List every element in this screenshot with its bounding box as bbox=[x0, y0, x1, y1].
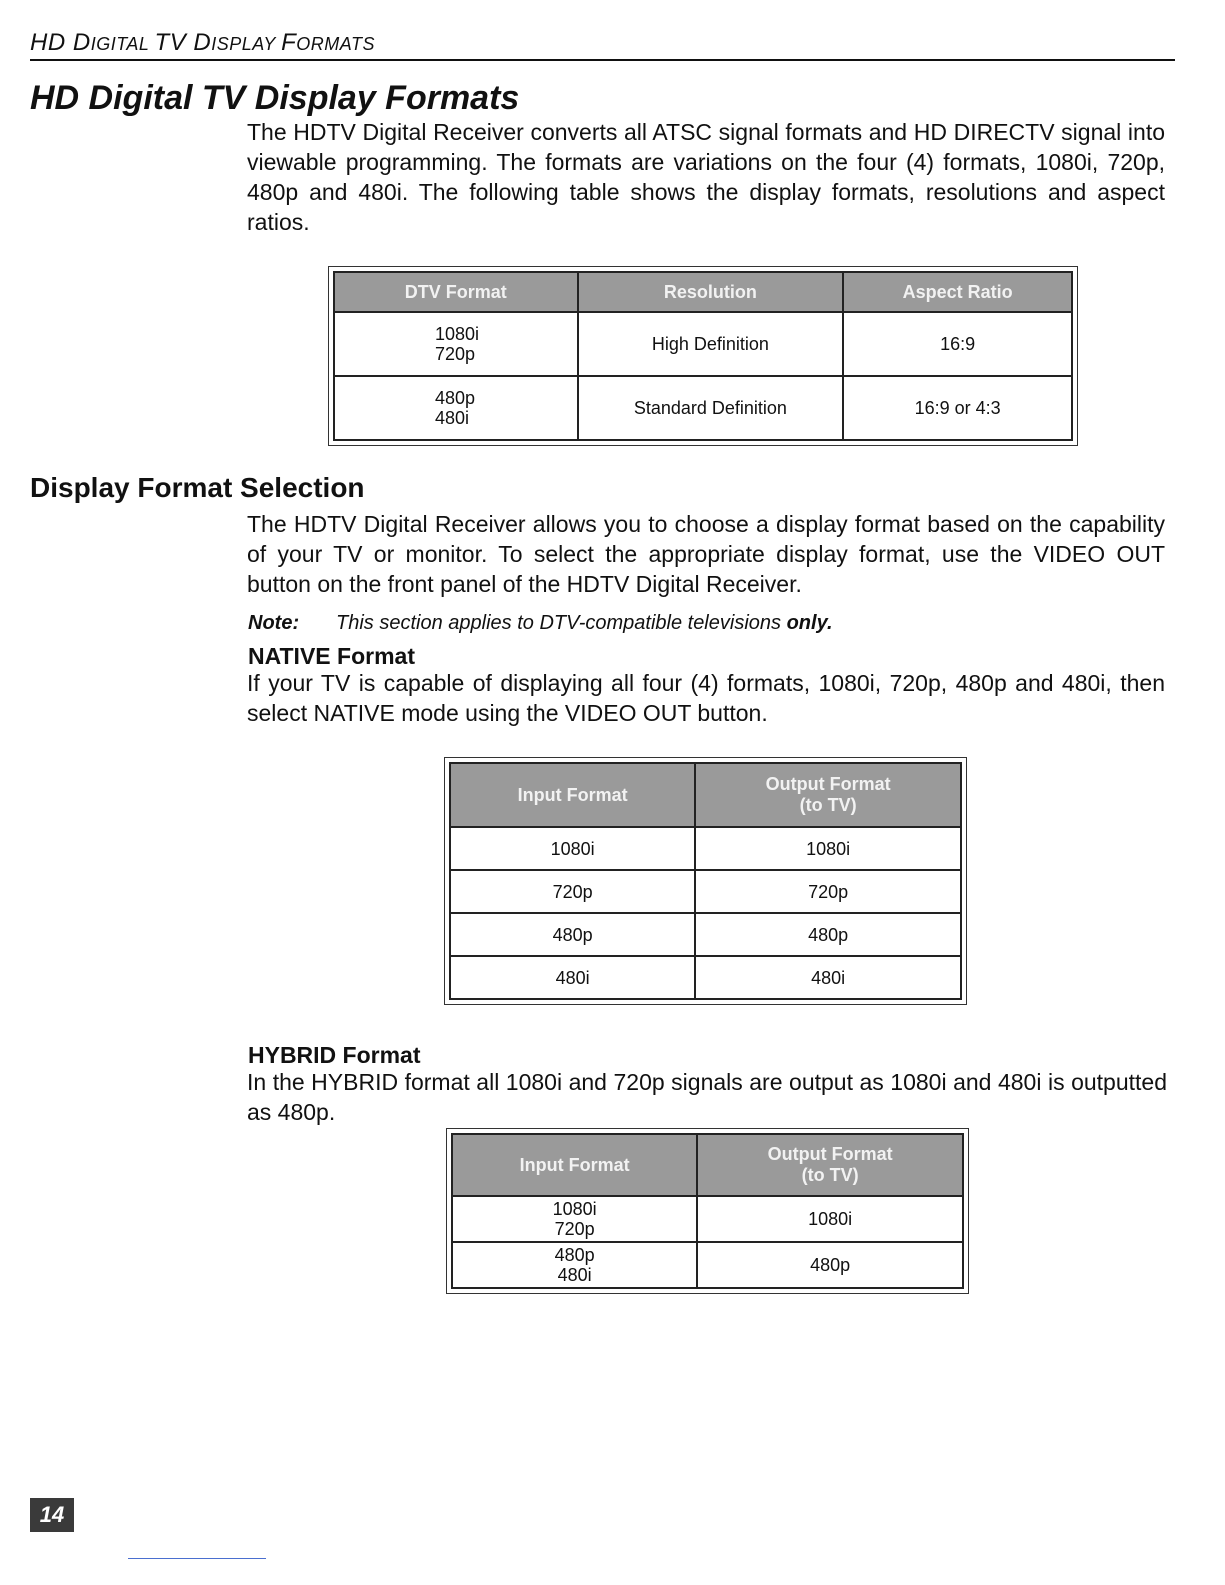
subheading-hybrid-format: HYBRID Format bbox=[248, 1042, 421, 1068]
output-format-cell: 480p bbox=[697, 1242, 963, 1288]
running-header-part: D bbox=[72, 29, 91, 56]
column-header-input-format: Input Format bbox=[450, 763, 695, 827]
to-tv-label: (to TV) bbox=[801, 1165, 859, 1185]
input-format-cell: 1080i bbox=[450, 827, 695, 870]
table-row bbox=[452, 1196, 963, 1242]
table-row bbox=[334, 376, 1072, 440]
output-format-cell: 480p bbox=[695, 913, 961, 956]
running-header-part: ORMATS bbox=[296, 34, 375, 54]
table-row bbox=[450, 870, 961, 913]
intro-paragraph: The HDTV Digital Receiver converts all ATSC signal formats and HD DIRECTV signal into viewable programming. The formats are variations on the four (4) formats, 1080i, 720p, 480p and 480i. The following table shows the display formats, resolutions and aspect ratios. bbox=[247, 119, 1165, 235]
format-value: 1080i bbox=[552, 1199, 597, 1219]
footer-rule bbox=[128, 1558, 266, 1559]
section-heading-display-format-selection: Display Format Selection bbox=[30, 472, 365, 503]
output-format-cell: 1080i bbox=[697, 1196, 963, 1242]
format-value: 480p bbox=[554, 1245, 595, 1265]
selection-paragraph: The HDTV Digital Receiver allows you to choose a display format based on the capability of your TV or monitor. To select the appropriate display format, use the VIDEO OUT button on the front panel of the HDTV Digital Receiver. bbox=[247, 511, 1165, 597]
running-header-part: TV bbox=[154, 29, 194, 56]
display-formats-table bbox=[333, 271, 1073, 441]
native-format-table bbox=[449, 762, 962, 1000]
running-header-part: HD bbox=[30, 29, 73, 56]
note-text: This section applies to DTV-compatible televisions bbox=[336, 612, 787, 634]
column-header-dtv-format: DTV Format bbox=[334, 272, 578, 312]
subheading-native-format: NATIVE Format bbox=[248, 643, 415, 669]
table-row bbox=[450, 913, 961, 956]
note-label: Note: bbox=[248, 612, 300, 634]
format-value: 480i bbox=[557, 1265, 592, 1285]
input-format-cell: 480i bbox=[450, 956, 695, 999]
running-header-part: IGITAL bbox=[90, 34, 155, 54]
hybrid-format-table bbox=[451, 1133, 964, 1289]
format-value: 720p bbox=[435, 344, 476, 364]
page-title: HD Digital TV Display Formats bbox=[30, 79, 520, 117]
input-format-cell bbox=[452, 1242, 697, 1288]
output-format-cell: 720p bbox=[695, 870, 961, 913]
output-format-label: Output Format bbox=[767, 1144, 893, 1164]
table-row bbox=[450, 827, 961, 870]
column-header-output-format bbox=[695, 763, 961, 827]
dtv-format-cell bbox=[334, 312, 578, 376]
native-paragraph: If your TV is capable of displaying all four (4) formats, 1080i, 720p, 480p and 480i, then select NATIVE mode using the VIDEO OUT button. bbox=[247, 670, 1165, 726]
output-format-label: Output Format bbox=[765, 774, 891, 794]
table-header-row bbox=[334, 272, 1072, 312]
column-header-aspect-ratio: Aspect Ratio bbox=[843, 272, 1072, 312]
table-row bbox=[452, 1242, 963, 1288]
aspect-ratio-cell: 16:9 or 4:3 bbox=[843, 376, 1072, 440]
dtv-format-cell bbox=[334, 376, 578, 440]
table-row bbox=[450, 956, 961, 999]
column-header-resolution: Resolution bbox=[578, 272, 844, 312]
format-value: 480i bbox=[435, 408, 470, 428]
resolution-cell: High Definition bbox=[578, 312, 844, 376]
table-row bbox=[334, 312, 1072, 376]
running-header-part: F bbox=[281, 29, 297, 56]
table-header-row bbox=[450, 763, 961, 827]
format-value: 480p bbox=[435, 388, 476, 408]
output-format-cell: 480i bbox=[695, 956, 961, 999]
column-header-output-format bbox=[697, 1134, 963, 1196]
input-format-cell bbox=[452, 1196, 697, 1242]
running-header bbox=[30, 30, 1175, 61]
hybrid-paragraph: In the HYBRID format all 1080i and 720p signals are output as 1080i and 480i is outputted as 480p. bbox=[247, 1069, 1167, 1125]
to-tv-label: (to TV) bbox=[799, 795, 857, 815]
format-value: 1080i bbox=[435, 324, 480, 344]
resolution-cell: Standard Definition bbox=[578, 376, 844, 440]
running-header-part: ISPLAY bbox=[211, 34, 282, 54]
format-value: 720p bbox=[554, 1219, 595, 1239]
page-number: 14 bbox=[30, 1498, 74, 1532]
table-header-row bbox=[452, 1134, 963, 1196]
output-format-cell: 1080i bbox=[695, 827, 961, 870]
input-format-cell: 480p bbox=[450, 913, 695, 956]
input-format-cell: 720p bbox=[450, 870, 695, 913]
column-header-input-format: Input Format bbox=[452, 1134, 697, 1196]
running-header-part: D bbox=[193, 29, 212, 56]
aspect-ratio-cell: 16:9 bbox=[843, 312, 1072, 376]
note-emphasis: only. bbox=[786, 612, 833, 634]
note bbox=[248, 610, 833, 636]
